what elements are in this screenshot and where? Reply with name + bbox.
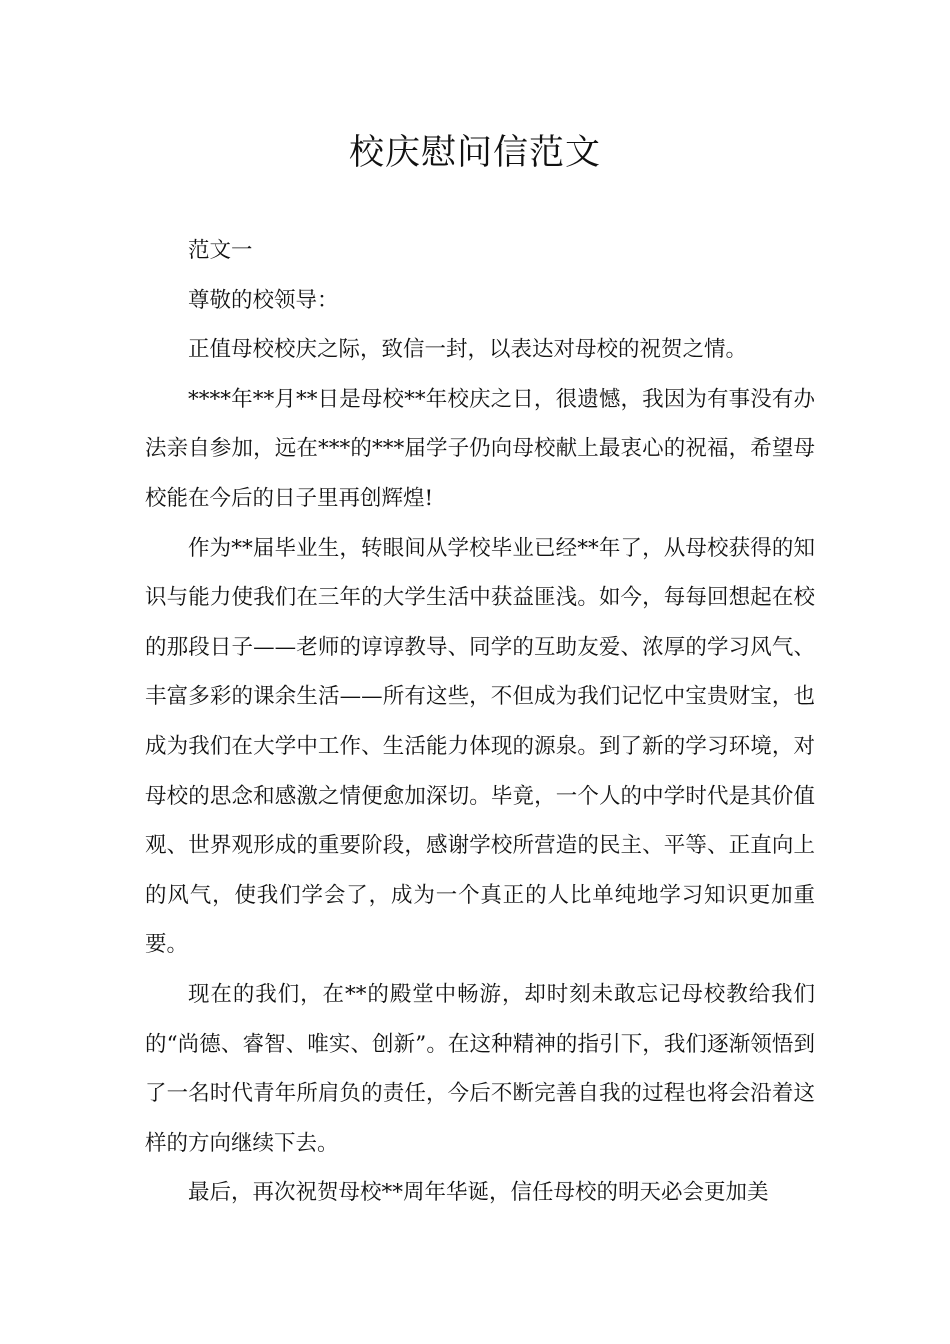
paragraph-salutation: 尊敬的校领导： <box>188 287 339 313</box>
paragraph: 最后，再次祝贺母校**周年华诞，信任母校的明天必会更加美 <box>188 1180 769 1206</box>
paragraph: ****年**月**日是母校**年校庆之日，很遗憾，我因为有事没有办法亲自参加，远在***的***届学子仍向母校献上最衷心的祝福，希望母校能在今后的日子里再创辉煌! <box>145 386 815 511</box>
paragraph: 现在的我们，在**的殿堂中畅游，却时刻未敢忘记母校教给我们的“尚德、睿智、唯实、创新”。在这种精神的指引下，我们逐渐领悟到了一名时代青年所肩负的责任，今后不断完善自我的过程也将会沿着这样的方向继续下去。 <box>145 981 815 1156</box>
document-body <box>145 226 815 1218</box>
document-title: 校庆慰问信范文 <box>348 133 601 173</box>
paragraph: 正值母校校庆之际，致信一封，以表达对母校的祝贺之情。 <box>188 337 748 363</box>
paragraph-heading: 范文一 <box>188 238 253 263</box>
paragraph: 作为**届毕业生，转眼间从学校毕业已经**年了，从母校获得的知识与能力使我们在三年的大学生活中获益匪浅。如今，每每回想起在校的那段日子——老师的谆谆教导、同学的互助友爱、浓厚的学习风气、丰富多彩的课余生活——所有这些，不但成为我们记忆中宝贵财宝，也成为我们在大学中工作、生活能力体现的源泉。到了新的学习环境，对母校的思念和感激之情便愈加深切。毕竟，一个人的中学时代是其价值观、世界观形成的重要阶段，感谢学校所营造的民主、平等、正直向上的风气，使我们学会了，成为一个真正的人比单纯地学习知识更加重要。 <box>145 535 815 958</box>
